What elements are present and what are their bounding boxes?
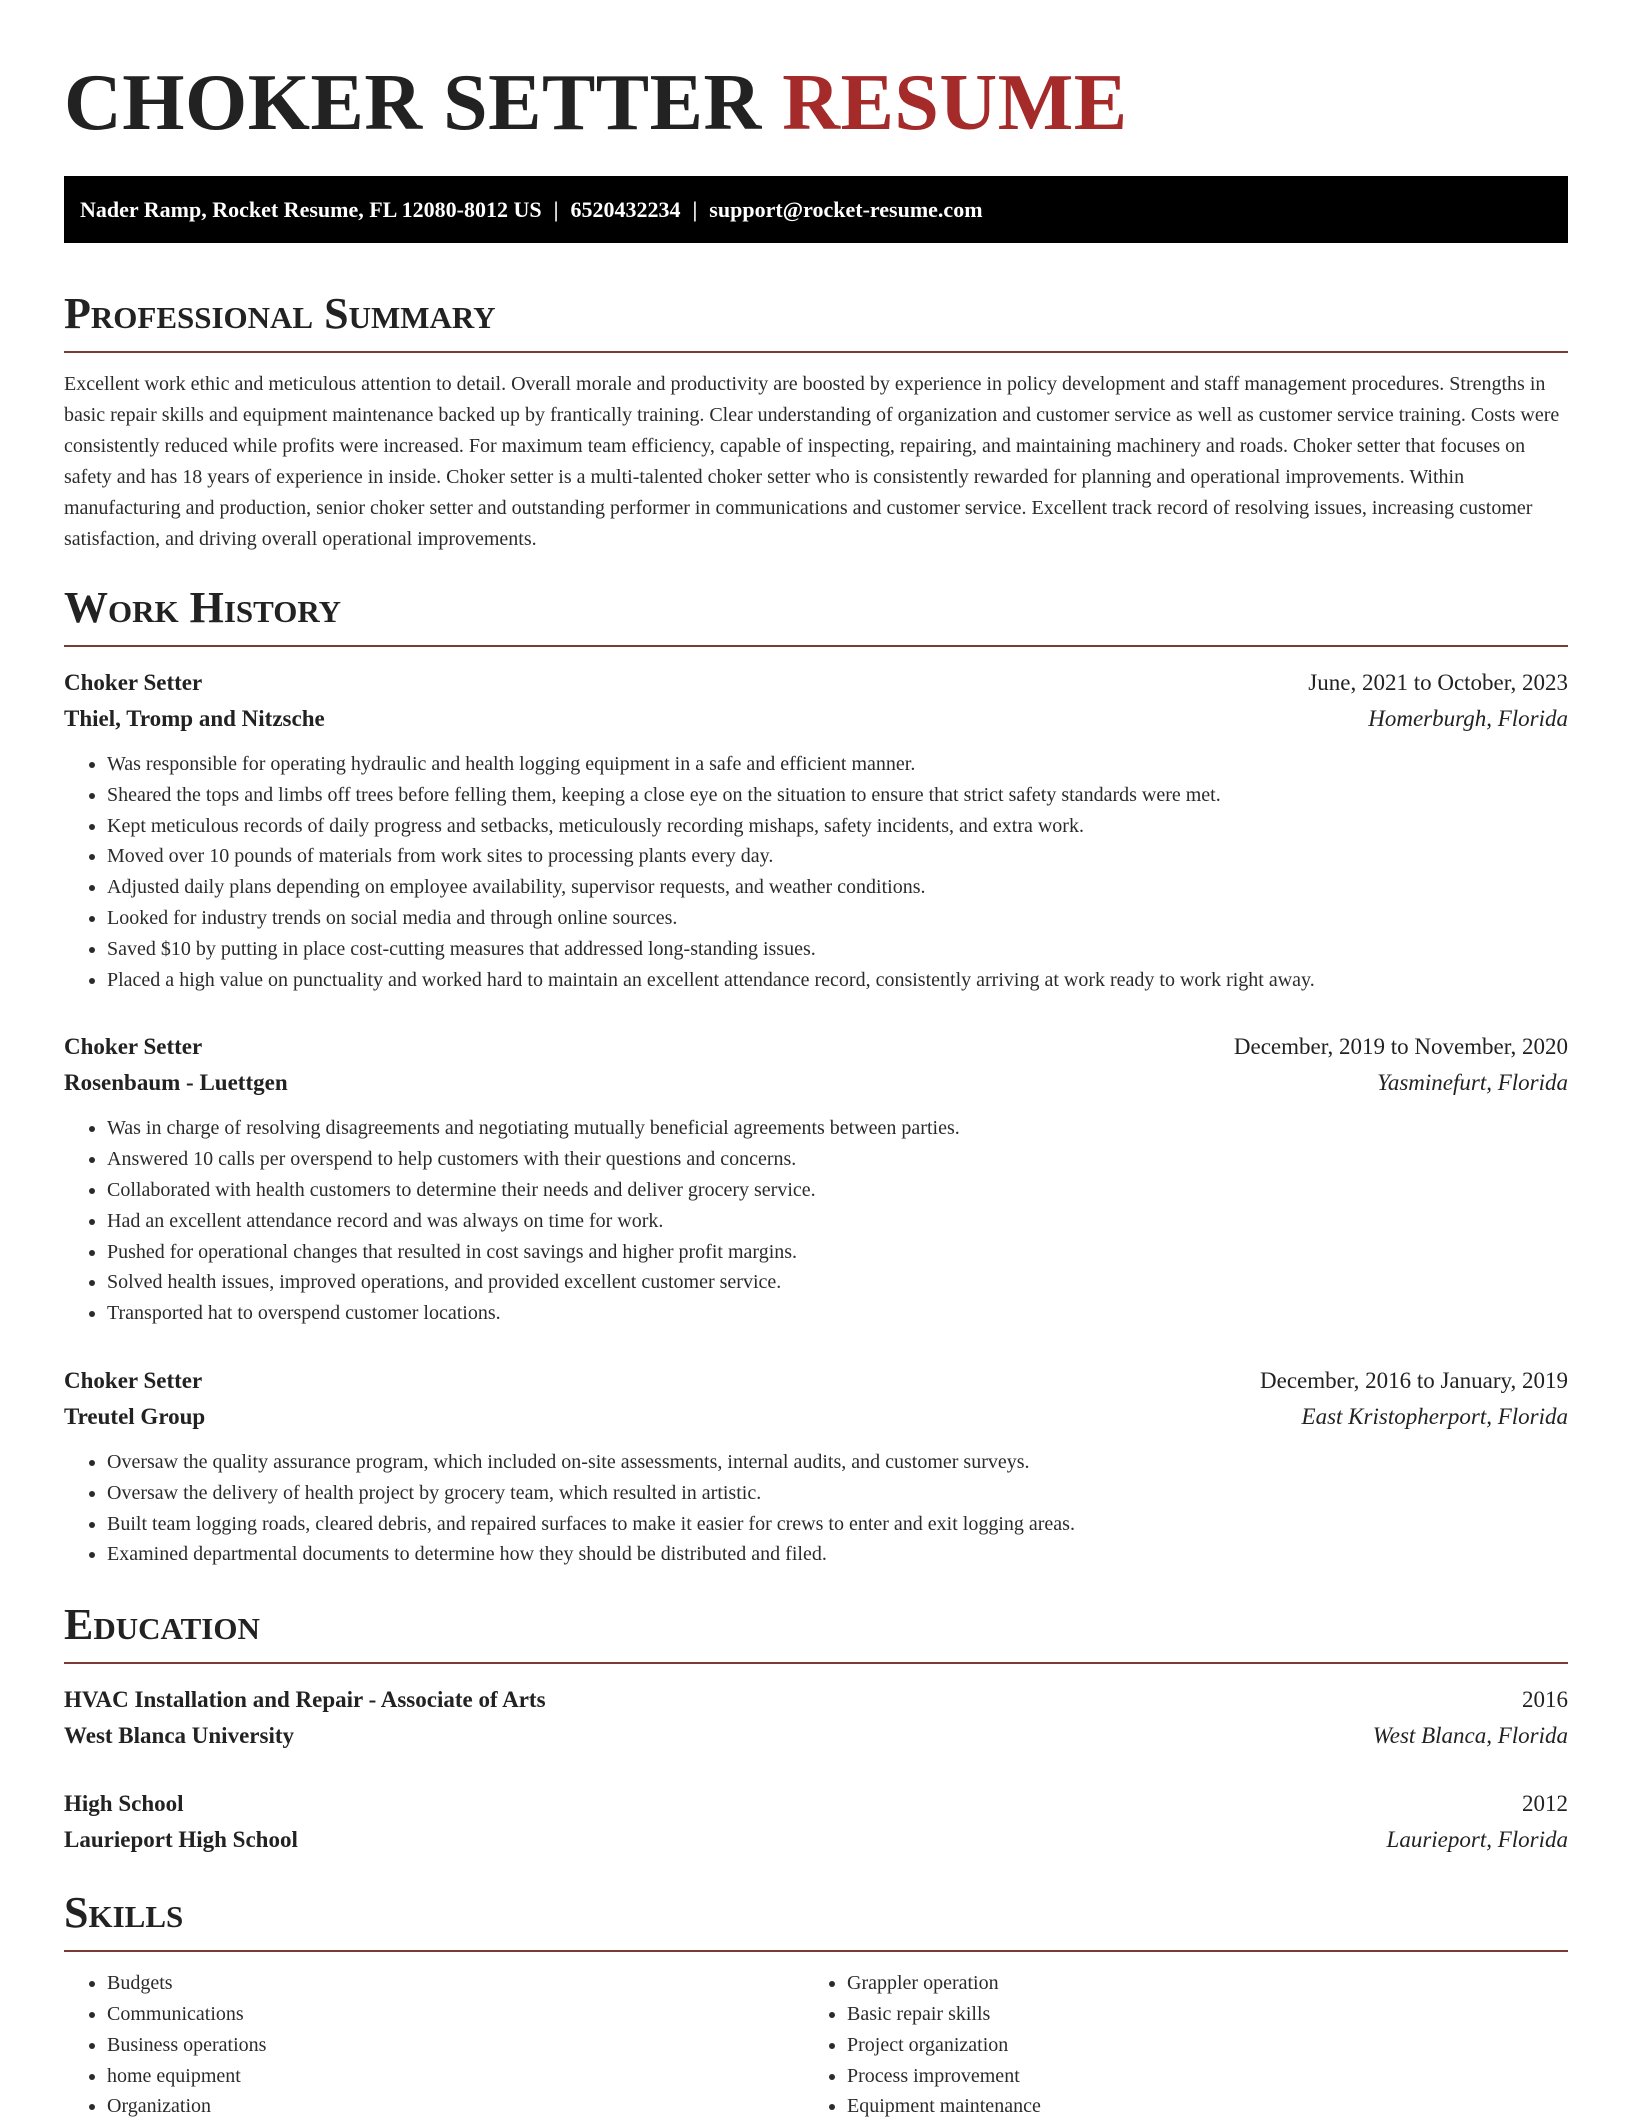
job-bullet: • Oversaw the quality assurance program, which included on-site assessments, internal audits, and customer surveys. (107, 1447, 1568, 1478)
job-bullet: • Examined departmental documents to determine how they should be distributed and filed. (107, 1539, 1568, 1570)
education-year: 2016 (1522, 1687, 1568, 1713)
job-bullets (64, 1113, 1568, 1329)
contact-email: support@rocket-resume.com (709, 196, 983, 222)
skills-heading: Skills (64, 1886, 1568, 1952)
job-company-row (64, 1065, 1568, 1101)
job-title-row (64, 665, 1568, 701)
education-location: West Blanca, Florida (1372, 1723, 1568, 1749)
summary-heading: Professional Summary (64, 287, 1568, 353)
education-school: Laurieport High School (64, 1827, 298, 1853)
skill-item: • Business operations (107, 2030, 804, 2061)
title-main: CHOKER SETTER (64, 59, 762, 147)
job-bullet: • Built team logging roads, cleared debris, and repaired surfaces to make it easier for crews to enter and exit logging areas. (107, 1509, 1568, 1540)
skills-list-left (64, 1968, 804, 2122)
job-bullet: • Saved $10 by putting in place cost-cutting measures that addressed long-standing issues. (107, 934, 1568, 965)
job-location: Yasminefurt, Florida (1377, 1070, 1568, 1096)
skill-item: • Project organization (847, 2030, 1544, 2061)
job-title: Choker Setter (64, 670, 203, 695)
skill-item: • Basic repair skills (847, 1999, 1544, 2030)
education-school-row (64, 1822, 1568, 1858)
job-title: Choker Setter (64, 1367, 203, 1393)
education-degree: HVAC Installation and Repair - Associate of Arts (64, 1687, 546, 1713)
skill-item: • Equipment maintenance (847, 2091, 1544, 2122)
skill-item: • home equipment (107, 2061, 804, 2092)
job-title-row (64, 1363, 1568, 1399)
job-bullet: • Answered 10 calls per overspend to help customers with their questions and concerns. (107, 1144, 1568, 1175)
job-location: Homerburgh, Florida (1368, 706, 1568, 731)
skills-list-right (804, 1968, 1544, 2122)
job-bullets (64, 749, 1568, 995)
job-bullet: • Pushed for operational changes that resulted in cost savings and higher profit margins. (107, 1237, 1568, 1268)
job-dates: June, 2021 to October, 2023 (1308, 670, 1568, 695)
skill-item: • Budgets (107, 1968, 804, 1999)
education-location: Laurieport, Florida (1386, 1827, 1568, 1853)
job-company: Treutel Group (64, 1403, 206, 1429)
job-bullets (64, 1447, 1568, 1570)
education-school: West Blanca University (64, 1723, 294, 1749)
contact-bar (64, 176, 1568, 243)
education-entry (64, 1682, 1568, 1754)
job-bullet: • Collaborated with health customers to determine their needs and deliver grocery service. (107, 1175, 1568, 1206)
education-school-row (64, 1718, 1568, 1754)
skill-item: • Process improvement (847, 2061, 1544, 2092)
contact-address: Nader Ramp, Rocket Resume, FL 12080-8012 US (80, 196, 542, 222)
skills-columns (64, 1968, 1568, 2122)
education-entry (64, 1786, 1568, 1858)
skill-item: • Organization (107, 2091, 804, 2122)
work-history-heading: Work History (64, 581, 1568, 647)
job-company-row (64, 701, 1568, 737)
job-bullet: • Was responsible for operating hydraulic and health logging equipment in a safe and efficient manner. (107, 749, 1568, 780)
job-dates: December, 2016 to January, 2019 (1260, 1367, 1568, 1393)
resume-title (64, 0, 1568, 150)
skill-item: • Grappler operation (847, 1968, 1544, 1999)
job-location: East Kristopherport, Florida (1301, 1403, 1568, 1429)
job-company-row (64, 1399, 1568, 1435)
contact-phone: 6520432234 (570, 196, 681, 222)
summary-text: Excellent work ethic and meticulous attention to detail. Overall morale and productivity are boosted by experience in policy development and staff management procedures. Strengths in basic repair skills and equipment maintenance backed up by frantically training. Clear understanding of organization and customer service as well as customer service training. Costs were consistently reduced while profits were increased. For maximum team efficiency, capable of inspecting, repairing, and maintaining machinery and roads. Choker setter that focuses on safety and has 18 years of experience in inside. Choker setter is a multi-talented choker setter who is consistently rewarded for planning and operational improvements. Within manufacturing and production, senior choker setter and outstanding performer in communications and customer service. Excellent track record of resolving issues, increasing customer satisfaction, and driving overall operational improvements. (64, 373, 1560, 550)
job-bullet: • Placed a high value on punctuality and worked hard to maintain an excellent attendance record, consistently arriving at work ready to work right away. (107, 965, 1568, 996)
job-bullet: • Was in charge of resolving disagreements and negotiating mutually beneficial agreements between parties. (107, 1113, 1568, 1144)
education-year: 2012 (1522, 1791, 1568, 1817)
education-degree-row (64, 1682, 1568, 1718)
job-entry (64, 1029, 1568, 1329)
job-company: Thiel, Tromp and Nitzsche (64, 706, 325, 731)
education-degree-row (64, 1786, 1568, 1822)
job-dates: December, 2019 to November, 2020 (1233, 1034, 1568, 1060)
job-title: Choker Setter (64, 1034, 203, 1060)
job-bullet: • Transported hat to overspend customer locations. (107, 1298, 1568, 1329)
skill-item: • Communications (107, 1999, 804, 2030)
job-title-row (64, 1029, 1568, 1065)
job-bullet: • Moved over 10 pounds of materials from work sites to processing plants every day. (107, 841, 1568, 872)
job-entry (64, 665, 1568, 995)
job-entry (64, 1363, 1568, 1570)
job-bullet: • Kept meticulous records of daily progress and setbacks, meticulously recording mishaps, safety incidents, and extra work. (107, 811, 1568, 842)
job-bullet: • Had an excellent attendance record and was always on time for work. (107, 1206, 1568, 1237)
job-company: Rosenbaum - Luettgen (64, 1070, 288, 1096)
job-bullet: • Looked for industry trends on social media and through online sources. (107, 903, 1568, 934)
job-bullet: • Adjusted daily plans depending on employee availability, supervisor requests, and weather conditions. (107, 872, 1568, 903)
job-bullet: • Oversaw the delivery of health project by grocery team, which resulted in artistic. (107, 1478, 1568, 1509)
education-degree: High School (64, 1791, 184, 1817)
title-accent: RESUME (782, 59, 1128, 147)
job-bullet: • Solved health issues, improved operations, and provided excellent customer service. (107, 1267, 1568, 1298)
contact-separator: | (692, 196, 698, 222)
contact-separator: | (553, 196, 559, 222)
education-heading: Education (64, 1598, 1568, 1664)
job-bullet: • Sheared the tops and limbs off trees before felling them, keeping a close eye on the situation to ensure that strict safety standards were met. (107, 780, 1568, 811)
resume-page (64, 0, 1568, 2122)
